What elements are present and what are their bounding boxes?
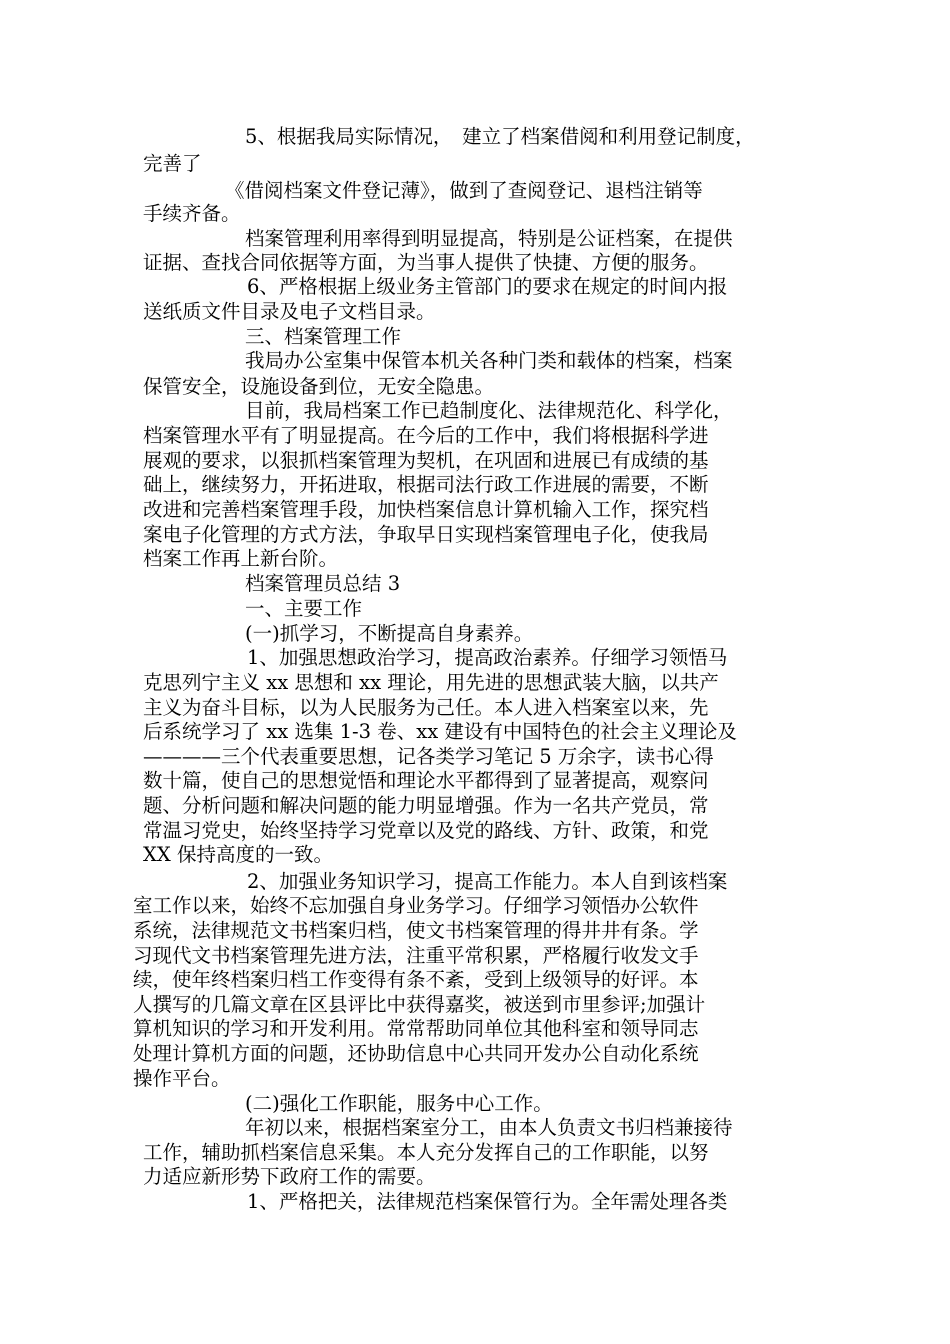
line-text: 一、主要工作 xyxy=(245,597,363,620)
line-text: 础上，继续努力，开拓进取，根据司法行政工作进展的需要，不断 xyxy=(143,473,709,496)
line-text: 保管安全，设施设备到位，无安全隐患。 xyxy=(143,375,495,398)
line-text: 1、严格把关，法律规范档案保管行为。全年需处理各类 xyxy=(247,1190,728,1213)
line-text: 工作，辅助抓档案信息采集。本人充分发挥自己的工作职能，以努 xyxy=(143,1141,709,1164)
line-text: 案电子化管理的方式方法，争取早日实现档案管理电子化，使我局 xyxy=(143,523,709,546)
text-line xyxy=(0,1186,950,1218)
line-text: 1、加强思想政治学习，提高政治素养。仔细学习领悟马 xyxy=(247,646,728,669)
line-text: 三、档案管理工作 xyxy=(245,325,402,348)
line-text: XX 保持高度的一致。 xyxy=(143,843,333,866)
line-text: 人撰写的几篇文章在区县评比中获得嘉奖，被送到市里参评;加强计 xyxy=(133,993,706,1016)
line-text: 系统，法律规范文书档案归档，使文书档案管理的得井井有条。学 xyxy=(133,919,699,942)
line-text: 完善了 xyxy=(143,152,202,175)
line-text: 数十篇，使自己的思想觉悟和理论水平都得到了显著提高，观察问 xyxy=(143,769,709,792)
line-text: 档案工作再上新台阶。 xyxy=(143,547,339,570)
line-text: (二)强化工作职能，服务中心工作。 xyxy=(245,1092,553,1115)
line-text: 常温习党史，始终坚持学习党章以及党的路线、方针、政策，和党 xyxy=(143,819,709,842)
line-text: 主义为奋斗目标，以为人民服务为己任。本人进入档案室以来，先 xyxy=(143,696,709,719)
line-text: 算机知识的学习和开发利用。常常帮助同单位其他科室和领导同志 xyxy=(133,1017,699,1040)
line-text: (一)抓学习，不断提高自身素养。 xyxy=(245,622,534,645)
line-text: 《借阅档案文件登记薄》，做到了查阅登记、退档注销等 xyxy=(225,179,703,202)
line-text: ————三个代表重要思想，记各类学习笔记 5 万余字，读书心得 xyxy=(143,745,714,768)
line-text: 5、根据我局实际情况， 建立了档案借阅和利用登记制度， xyxy=(245,125,755,148)
line-text: 2、加强业务知识学习，提高工作能力。本人自到该档案 xyxy=(247,870,728,893)
line-text: 续，使年终档案归档工作变得有条不紊，受到上级领导的好评。本 xyxy=(133,968,699,991)
line-text: 证据、查找合同依据等方面，为当事人提供了快捷、方便的服务。 xyxy=(143,251,709,274)
line-text: 档案管理水平有了明显提高。在今后的工作中，我们将根据科学进 xyxy=(143,424,709,447)
line-text: 6、严格根据上级业务主管部门的要求在规定的时间内报 xyxy=(247,275,728,298)
line-text: 档案管理员总结 3 xyxy=(245,572,401,595)
line-text: 手续齐备。 xyxy=(143,202,241,225)
line-text: 送纸质文件目录及电子文档目录。 xyxy=(143,300,436,323)
line-text: 我局办公室集中保管本机关各种门类和载体的档案，档案 xyxy=(245,349,733,372)
line-text: 处理计算机方面的问题，还协助信息中心共同开发办公自动化系统 xyxy=(133,1042,699,1065)
line-text: 克思列宁主义 xx 思想和 xx 理论，用先进的思想武装大脑，以共产 xyxy=(143,671,719,694)
line-text: 室工作以来，始终不忘加强自身业务学习。仔细学习领悟办公软件 xyxy=(133,894,699,917)
line-text: 操作平台。 xyxy=(133,1067,231,1090)
line-text: 力适应新形势下政府工作的需要。 xyxy=(143,1165,436,1188)
line-text: 题、分析问题和解决问题的能力明显增强。作为一名共产党员，常 xyxy=(143,794,709,817)
line-text: 展观的要求，以狠抓档案管理为契机，在巩固和进展已有成绩的基 xyxy=(143,449,709,472)
line-text: 改进和完善档案管理手段，加快档案信息计算机输入工作，探究档 xyxy=(143,498,709,521)
line-text: 后系统学习了 xx 选集 1-3 卷、xx 建设有中国特色的社会主义理论及 xyxy=(143,720,737,743)
line-text: 年初以来，根据档案室分工，由本人负责文书归档兼接待 xyxy=(245,1116,733,1139)
line-text: 档案管理利用率得到明显提高，特别是公证档案，在提供 xyxy=(245,227,733,250)
line-text: 目前，我局档案工作已趋制度化、法律规范化、科学化， xyxy=(245,399,733,422)
line-text: 习现代文书档案管理先进方法，注重平常积累，严格履行收发文手 xyxy=(133,944,699,967)
